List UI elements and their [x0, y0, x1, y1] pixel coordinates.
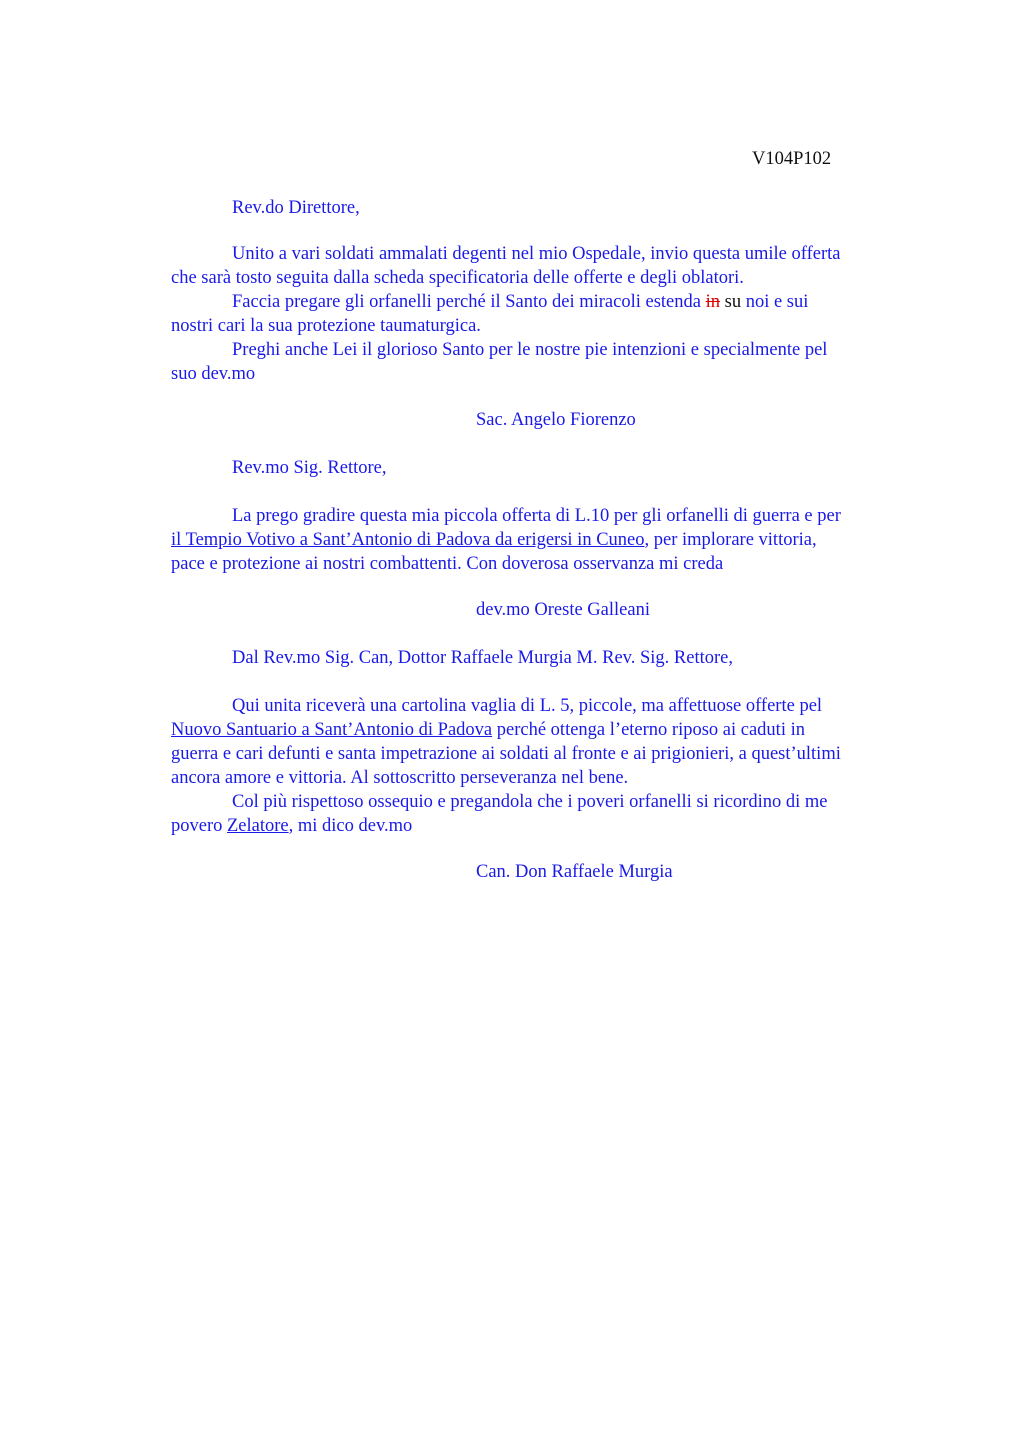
- letter3-paragraph2-line2: [171, 814, 412, 838]
- letter3-paragraph2-line1: Col più rispettoso ossequio e pregandola che i poveri orfanelli si ricordino di me: [232, 792, 828, 812]
- letter1-salutation: Rev.do Direttore,: [232, 198, 360, 218]
- letter3-paragraph1-line2: [171, 718, 805, 742]
- letter2-paragraph1-line1: La prego gradire questa mia piccola offerta di L.10 per gli orfanelli di guerra e per: [232, 506, 841, 526]
- letter3-p1-l2-rest: perché ottenga l’eterno riposo ai caduti in: [492, 720, 805, 740]
- letter1-paragraph1-line2: che sarà tosto seguita dalla scheda specificatoria delle offerte e degli oblatori.: [171, 268, 744, 288]
- inserted-word: su: [724, 292, 742, 312]
- letter1-paragraph3-line1: Preghi anche Lei il glorioso Santo per le nostre pie intenzioni e specialmente pel: [232, 340, 828, 360]
- letter1-paragraph1-line1: Unito a vari soldati ammalati degenti nel mio Ospedale, invio questa umile offerta: [232, 244, 841, 264]
- letter3-signature: Can. Don Raffaele Murgia: [476, 862, 673, 882]
- letter2-salutation: Rev.mo Sig. Rettore,: [232, 458, 387, 478]
- letter2-paragraph1-line2: [171, 528, 817, 552]
- letter1-paragraph3-line2: suo dev.mo: [171, 364, 256, 384]
- letter2-p1-l2-rest: , per implorare vittoria,: [644, 530, 817, 550]
- letter3-p2-l2-b: , mi dico dev.mo: [288, 816, 413, 836]
- letter2-paragraph1-line3: pace e protezione ai nostri combattenti. Con doverosa osservanza mi creda: [171, 554, 724, 574]
- letter1-paragraph2-line1: [232, 290, 808, 314]
- document-reference: V104P102: [752, 149, 832, 169]
- underlined-nuovo-santuario: Nuovo Santuario a Sant’Antonio di Padova: [171, 720, 493, 740]
- underlined-tempio-votivo: il Tempio Votivo a Sant’Antonio di Padova da erigersi in Cuneo: [171, 530, 645, 550]
- letter3-paragraph1-line4: ancora amore e vittoria. Al sottoscritto perseveranza nel bene.: [171, 768, 629, 788]
- letter3-paragraph1-line1: Qui unita riceverà una cartolina vaglia di L. 5, piccole, ma affettuose offerte pel: [232, 696, 823, 716]
- letter3-p2-l2-a: povero: [171, 816, 227, 836]
- letter1-signature: Sac. Angelo Fiorenzo: [476, 410, 636, 430]
- letter1-p2-text-a: Faccia pregare gli orfanelli perché il Santo dei miracoli estenda: [232, 292, 701, 312]
- letter1-p2-text-b: noi e sui: [745, 292, 809, 312]
- letter3-paragraph1-line3: guerra e cari defunti e santa impetrazione ai soldati al fronte e ai prigionieri, a quest’ultimi: [171, 744, 841, 764]
- letter3-salutation: Dal Rev.mo Sig. Can, Dottor Raffaele Murgia M. Rev. Sig. Rettore,: [232, 648, 733, 668]
- underlined-zelatore: Zelatore: [227, 816, 289, 836]
- letter2-signature: dev.mo Oreste Galleani: [476, 600, 650, 620]
- letter1-paragraph2-line2: nostri cari la sua protezione taumaturgica.: [171, 316, 481, 336]
- deleted-word: in: [705, 292, 720, 312]
